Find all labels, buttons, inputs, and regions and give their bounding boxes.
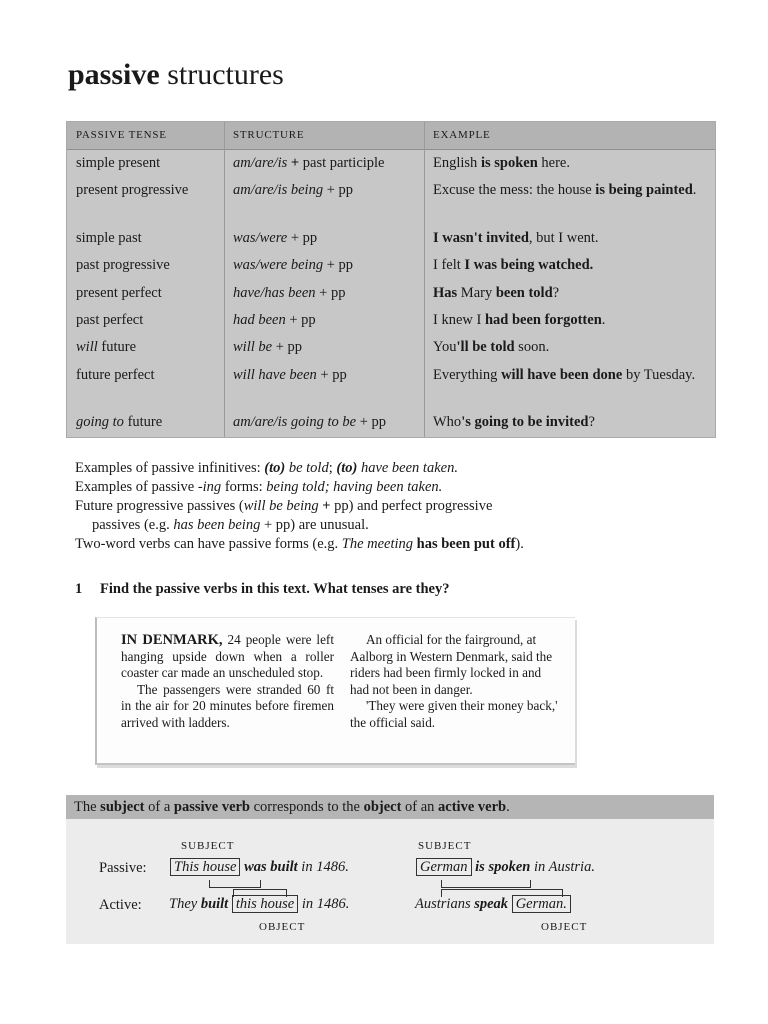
clipping-paragraph: The passengers were stranded 60 ft in the air for 20 minutes before firemen arrived with ladders.: [121, 681, 334, 730]
note-line: [75, 478, 695, 497]
example-text: English: [433, 155, 481, 171]
example-text: 'll be told: [456, 339, 515, 355]
table-cell-example: [433, 338, 713, 357]
table-cell-tense: [76, 284, 226, 303]
table-cell-example: [433, 154, 713, 173]
table-cell-structure: [233, 181, 428, 200]
tense-text: going to: [76, 414, 124, 430]
structure-text: have/has been: [233, 285, 316, 301]
note-text: The meeting: [341, 536, 417, 552]
example-text: here.: [537, 155, 570, 171]
rule-text: passive verb: [173, 799, 250, 815]
connector-line: [233, 889, 287, 897]
structure-text: was/were: [233, 230, 288, 246]
table-cell-tense: [76, 311, 226, 330]
table-cell-structure: [233, 256, 428, 275]
newspaper-clipping: [95, 617, 575, 765]
exercise-heading: [75, 581, 449, 598]
structure-text: + pp: [316, 367, 347, 383]
tense-text: will: [76, 339, 98, 355]
table-cell-tense: [76, 413, 226, 432]
passive-verb: was built: [244, 859, 298, 875]
clipping-column-right: [350, 632, 562, 731]
note-line: [75, 516, 695, 535]
example-text: , but I went.: [528, 230, 599, 246]
tense-text: simple past: [76, 230, 142, 246]
rule-text: corresponds to the: [250, 799, 364, 815]
subject-box: German: [416, 858, 472, 876]
structure-text: am/are/is being: [233, 182, 324, 198]
object-box: German.: [512, 895, 571, 913]
example-text: ?: [588, 414, 595, 430]
exercise-number: 1: [75, 581, 83, 597]
exercise-text: Find the passive verbs in this text. What tenses are they?: [100, 581, 450, 597]
sentence-rest: in 1486.: [301, 896, 350, 912]
rule-text: .: [506, 799, 510, 815]
clipping-paragraph: 'They were given their money back,' the official said.: [350, 698, 558, 730]
connector-line: [209, 880, 261, 888]
example-text: is spoken: [480, 155, 538, 171]
example-text: I knew I: [433, 312, 485, 328]
example-text: been told: [495, 285, 553, 301]
table-cell-structure: [233, 311, 428, 330]
table-cell-structure: [233, 413, 428, 432]
structure-text: am/are/is going to be: [233, 414, 357, 430]
example-text: by Tuesday.: [622, 367, 696, 383]
note-text: Examples of passive: [75, 479, 198, 495]
structure-text: + pp: [356, 414, 387, 430]
example-text: I felt: [433, 257, 465, 273]
connector-line: [441, 889, 563, 897]
note-line: [75, 459, 695, 478]
tense-text: future: [97, 339, 137, 355]
tense-text: past perfect: [76, 312, 144, 328]
object-label: OBJECT: [541, 921, 588, 933]
structure-text: + pp: [287, 230, 318, 246]
table-cell-tense: [76, 338, 226, 357]
note-text: -ing: [197, 479, 222, 495]
structure-text: was/were being: [233, 257, 324, 273]
note-text: have been taken.: [357, 460, 458, 476]
example-text: ?: [552, 285, 560, 301]
note-text: +: [318, 498, 335, 514]
tense-text: present perfect: [76, 285, 162, 301]
example-text: Has: [433, 285, 458, 301]
table-cell-structure: [233, 284, 428, 303]
active-label: Active:: [99, 897, 142, 913]
subject-box: This house: [170, 858, 240, 876]
tense-text: future: [123, 414, 163, 430]
example-text: is being painted: [595, 182, 693, 198]
table-cell-tense: [76, 256, 226, 275]
example-text: I wasn't invited: [433, 230, 529, 246]
structure-text: + pp: [315, 285, 346, 301]
note-text: Two-word verbs can have passive forms (e.g.: [75, 536, 342, 552]
header-structure: STRUCTURE: [233, 129, 305, 141]
rule-banner: [66, 795, 714, 819]
table-cell-example: [433, 284, 713, 303]
active-passive-examples: [66, 819, 714, 944]
structure-text: will have been: [233, 367, 317, 383]
tense-text: present progressive: [76, 182, 189, 198]
structure-text: am/are/is: [233, 155, 288, 171]
note-text: passives (e.g.: [92, 517, 174, 533]
note-text: will be being: [243, 498, 319, 514]
active-subject: They: [169, 896, 198, 912]
example-text: You: [433, 339, 457, 355]
example-text: had been forgotten: [484, 312, 602, 328]
notes: [75, 459, 695, 554]
rule-text: The: [74, 799, 101, 815]
note-text: pp) and perfect progressive: [334, 498, 493, 514]
header-passive-tense: PASSIVE TENSE: [76, 129, 167, 141]
example-text: .: [692, 182, 697, 198]
table-cell-example: [433, 229, 713, 248]
example-text: 's going to be invited: [461, 414, 589, 430]
structure-text: past participle: [302, 155, 385, 171]
table-cell-example: [433, 256, 713, 275]
passive-label: Passive:: [99, 860, 147, 876]
table-cell-example: [433, 181, 713, 200]
clipping-paragraph: An official for the fairground, at Aalborg in Western Denmark, said the riders had been firmly locked in and had not been in danger.: [350, 632, 553, 697]
table-cell-tense: [76, 154, 226, 173]
structure-text: + pp: [272, 339, 303, 355]
example-text: will have been done: [501, 367, 623, 383]
left-active-sentence: [169, 896, 349, 913]
table-cell-example: [433, 413, 713, 432]
active-verb: speak: [474, 896, 509, 912]
table-cell-tense: [76, 181, 226, 200]
active-subject: Austrians: [415, 896, 471, 912]
note-text: has been being: [173, 517, 261, 533]
right-active-sentence: [415, 896, 571, 913]
passive-tense-table: [66, 121, 716, 438]
note-line: [75, 497, 695, 516]
title-bold: passive: [68, 58, 160, 91]
example-text: I was being watched.: [464, 257, 594, 273]
rule-text: object: [363, 799, 402, 815]
example-text: .: [601, 312, 606, 328]
subject-label: SUBJECT: [181, 840, 235, 852]
note-text: has been put off: [416, 536, 516, 552]
tense-text: past progressive: [76, 257, 170, 273]
left-passive-sentence: [170, 859, 349, 876]
rule-text: of an: [401, 799, 439, 815]
table-cell-tense: [76, 366, 226, 385]
page-title: [68, 58, 284, 92]
structure-text: had been: [233, 312, 286, 328]
example-text: Mary: [457, 285, 496, 301]
table-header: [67, 122, 715, 150]
example-text: Excuse the mess: the house: [433, 182, 596, 198]
structure-text: + pp: [323, 257, 354, 273]
connector-line: [441, 880, 531, 888]
example-text: Who: [433, 414, 462, 430]
note-text: Future progressive passives (: [75, 498, 244, 514]
passive-verb: is spoken: [475, 859, 531, 875]
header-example: EXAMPLE: [433, 129, 491, 141]
active-verb: built: [200, 896, 229, 912]
subject-label: SUBJECT: [418, 840, 472, 852]
note-text: forms:: [221, 479, 267, 495]
note-text: ;: [328, 460, 337, 476]
table-cell-structure: [233, 154, 428, 173]
table-cell-tense: [76, 229, 226, 248]
note-text: Examples of passive infinitives:: [75, 460, 265, 476]
note-text: (to): [264, 460, 286, 476]
rule-text: of a: [144, 799, 174, 815]
tense-text: simple present: [76, 155, 161, 171]
structure-text: will be: [233, 339, 273, 355]
note-text: be told: [285, 460, 329, 476]
structure-text: +: [287, 155, 303, 171]
clipping-column-left: [121, 632, 334, 731]
object-label: OBJECT: [259, 921, 306, 933]
table-cell-example: [433, 366, 713, 385]
note-text: being told; having been taken.: [266, 479, 443, 495]
object-box: this house: [232, 895, 298, 913]
note-text: (to): [336, 460, 358, 476]
note-text: ).: [515, 536, 524, 552]
table-cell-structure: [233, 366, 428, 385]
right-passive-sentence: [416, 859, 595, 876]
tense-text: future perfect: [76, 367, 155, 383]
table-cell-structure: [233, 229, 428, 248]
note-line: [75, 535, 695, 554]
sentence-rest: in 1486.: [297, 859, 349, 875]
clipping-lead: IN DENMARK,: [121, 632, 223, 648]
title-rest: structures: [159, 58, 284, 91]
example-text: soon.: [514, 339, 550, 355]
note-text: + pp) are unusual.: [260, 517, 369, 533]
example-text: Everything: [433, 367, 502, 383]
structure-text: + pp: [285, 312, 316, 328]
structure-text: + pp: [323, 182, 354, 198]
rule-text: subject: [100, 799, 145, 815]
table-cell-example: [433, 311, 713, 330]
sentence-rest: in Austria.: [530, 859, 595, 875]
rule-text: active verb: [438, 799, 507, 815]
clipping-paragraph: 24 people were left hanging upside down when a roller coaster car made an unscheduled stop.: [121, 632, 334, 680]
table-cell-structure: [233, 338, 428, 357]
